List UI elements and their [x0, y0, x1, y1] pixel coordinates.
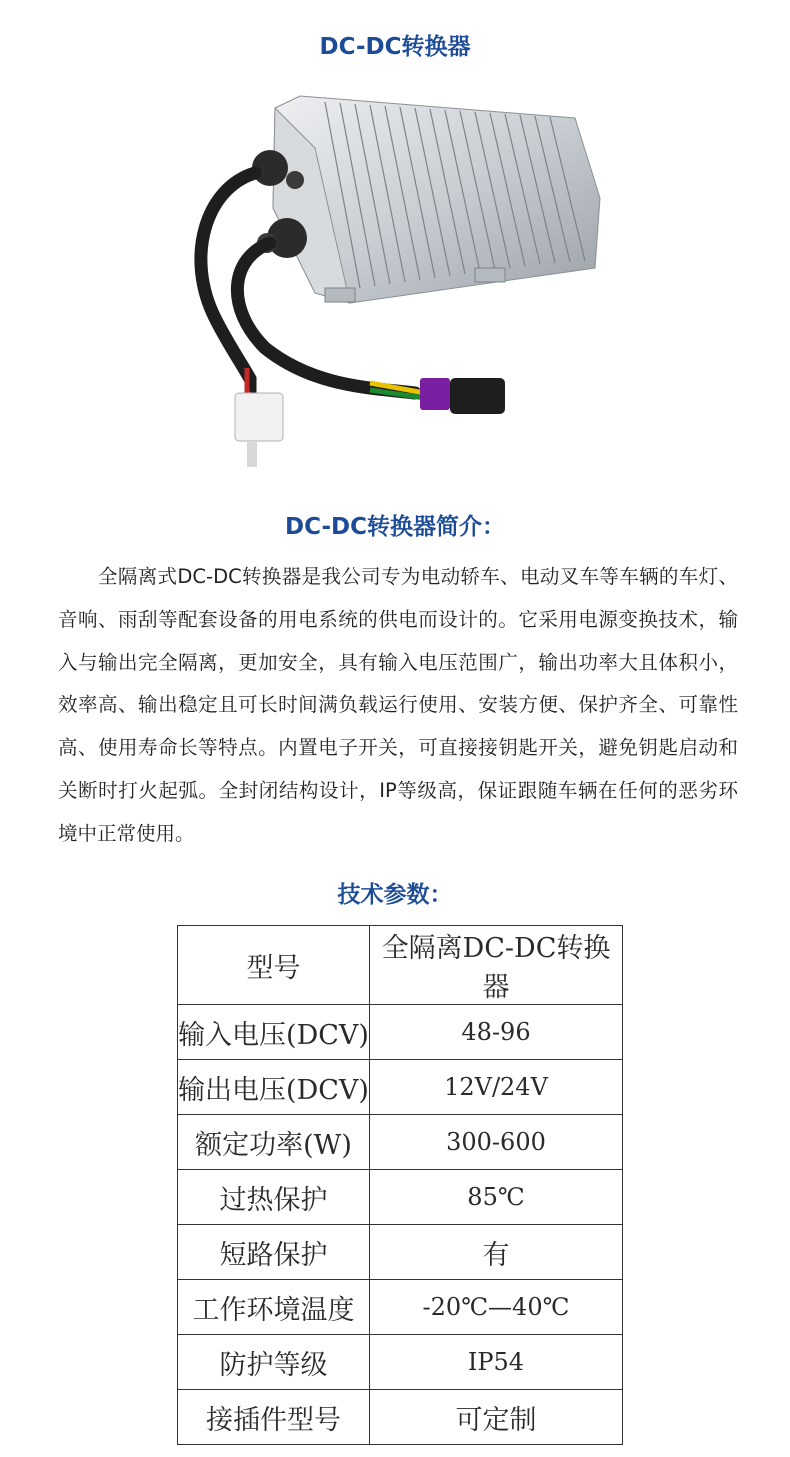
- spec-label: 过热保护: [178, 1170, 370, 1225]
- spec-value: IP54: [370, 1335, 623, 1390]
- page-title: DC-DC转换器: [319, 34, 471, 60]
- spec-row-rated-power: [178, 1115, 623, 1170]
- spec-value: -20℃—40℃: [370, 1280, 623, 1335]
- intro-paragraph: 全隔离式DC-DC转换器是我公司专为电动轿车、电动叉车等车辆的车灯、音响、雨刮等配套设备的用电系统的供电而设计的。它采用电源变换技术，输入与输出完全隔离，更加安全，具有输入电压范围广，输出功率大且体积小，效率高、输出稳定且可长时间满负载运行使用、安装方便、保护齐全、可靠性高、使用寿命长等特点。内置电子开关，可直接接钥匙开关，避免钥匙启动和关断时打火起弧。全封闭结构设计，IP等级高，保证跟随车辆在任何的恶劣环境中正常使用。: [58, 565, 738, 845]
- spec-row-model: [178, 926, 623, 1005]
- spec-row-connector: [178, 1390, 623, 1445]
- spec-label: 接插件型号: [178, 1390, 370, 1445]
- spec-label: 输入电压(DCV): [178, 1005, 370, 1060]
- spec-row-operating-temp: [178, 1280, 623, 1335]
- spec-value: 有: [370, 1225, 623, 1280]
- spec-value: 85℃: [370, 1170, 623, 1225]
- spec-row-short-circuit: [178, 1225, 623, 1280]
- spec-value: 全隔离DC-DC转换器: [370, 926, 623, 1005]
- spec-label: 工作环境温度: [178, 1280, 370, 1335]
- product-image: [175, 88, 615, 478]
- spec-row-input-voltage: [178, 1005, 623, 1060]
- spec-label: 防护等级: [178, 1335, 370, 1390]
- spec-row-overheat: [178, 1170, 623, 1225]
- spec-value: 48-96: [370, 1005, 623, 1060]
- spec-table: [177, 925, 623, 1445]
- spec-heading: 技术参数：: [337, 882, 453, 908]
- spec-label: 短路保护: [178, 1225, 370, 1280]
- spec-row-output-voltage: [178, 1060, 623, 1115]
- spec-row-protection: [178, 1335, 623, 1390]
- intro-heading: DC-DC转换器简介：: [284, 514, 506, 540]
- spec-label: 额定功率(W): [178, 1115, 370, 1170]
- spec-value: 12V/24V: [370, 1060, 623, 1115]
- spec-value: 300-600: [370, 1115, 623, 1170]
- spec-label: 型号: [178, 926, 370, 1005]
- spec-value: 可定制: [370, 1390, 623, 1445]
- spec-label: 输出电压(DCV): [178, 1060, 370, 1115]
